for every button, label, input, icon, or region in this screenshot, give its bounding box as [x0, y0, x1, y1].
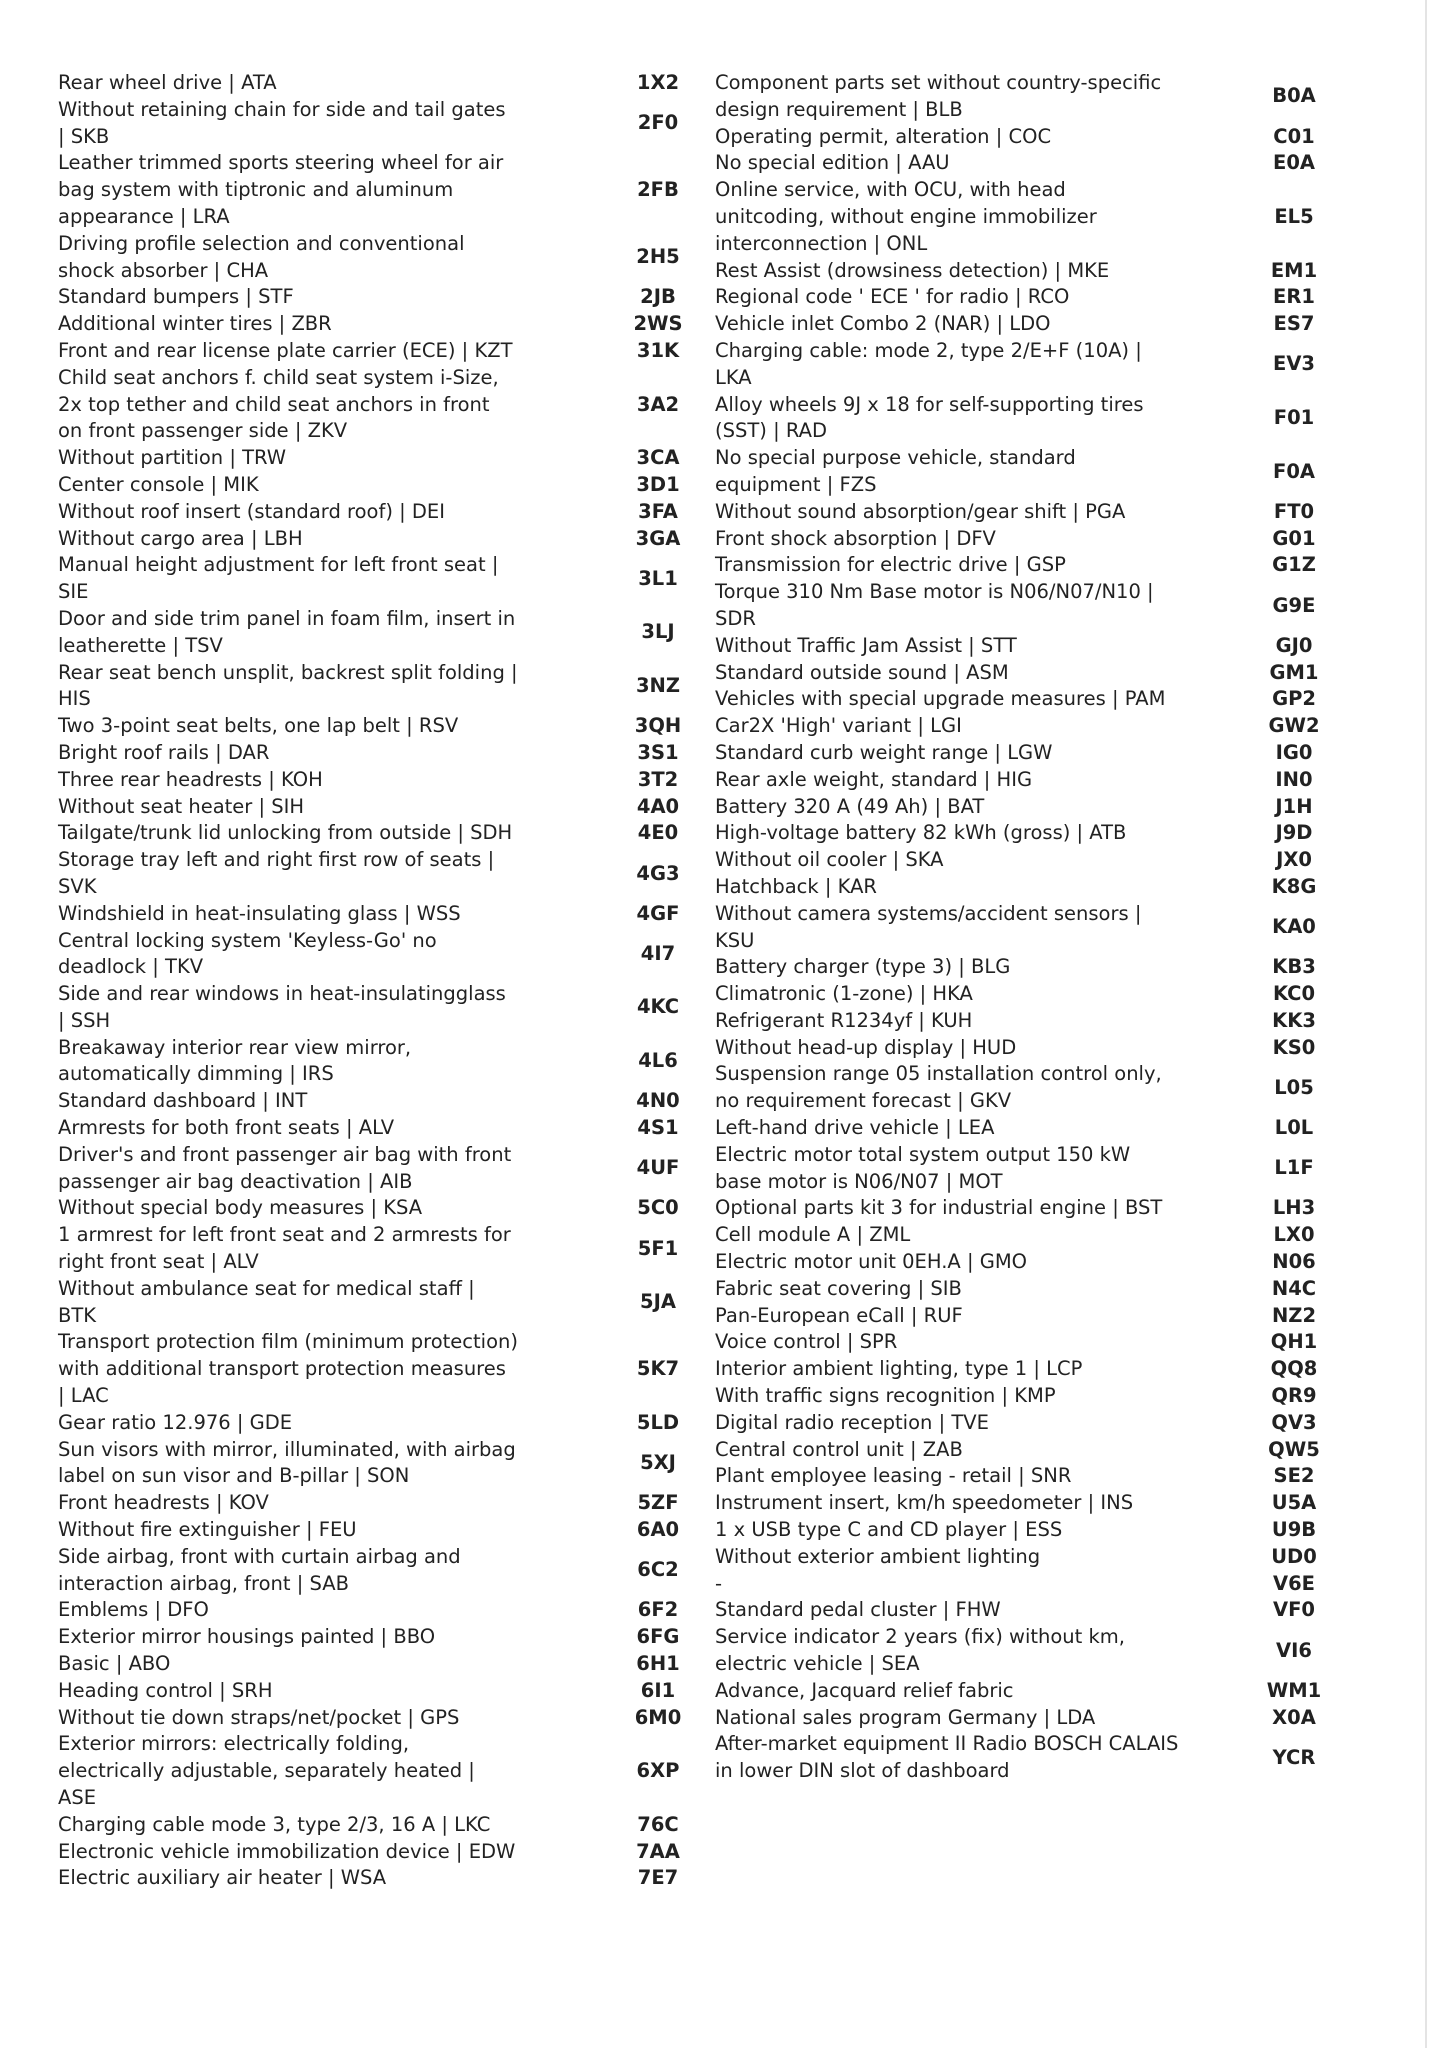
list-item [58, 1544, 718, 1598]
list-item [58, 1088, 718, 1115]
list-item [58, 660, 718, 714]
option-code: 5JA [640, 1290, 676, 1314]
page-edge [1425, 0, 1427, 2048]
option-code: GW2 [1268, 714, 1320, 738]
option-description: Rear axle weight, standard | HIG [715, 767, 1033, 791]
option-description: - [715, 1571, 723, 1595]
list-item [58, 1597, 718, 1624]
list-item [58, 311, 718, 338]
list-item [715, 552, 1355, 579]
option-description: Without sound absorption/gear shift | PGA [715, 499, 1126, 523]
option-code: 3FA [638, 499, 678, 523]
option-description: Component parts set without country-specific design requirement | BLB [715, 71, 1162, 121]
list-item [715, 1410, 1355, 1437]
option-code: ER1 [1273, 285, 1315, 309]
option-description: Electric motor total system output 150 kW base motor is N06/N07 | MOT [715, 1142, 1131, 1193]
option-code: 2F0 [637, 111, 679, 135]
option-description: Rear seat bench unsplit, backrest split folding | HIS [58, 660, 518, 711]
option-description: Gear ratio 12.976 | GDE [58, 1410, 293, 1434]
option-description: Fabric seat covering | SIB [715, 1276, 962, 1300]
option-code: VI6 [1276, 1638, 1312, 1662]
list-item [715, 1571, 1355, 1598]
option-code: 76C [637, 1812, 679, 1836]
option-description: Regional code ' ECE ' for radio | RCO [715, 285, 1070, 309]
option-description: Storage tray left and right first row of seats | SVK [58, 848, 495, 898]
option-code: 5ZF [637, 1491, 679, 1515]
option-description: High-voltage battery 82 kWh (gross) | ATB [715, 821, 1127, 845]
option-code: 6F2 [637, 1598, 679, 1622]
option-description: Manual height adjustment for left front seat | SIE [58, 553, 499, 604]
option-description: Without roof insert (standard roof) | DEI [58, 499, 445, 523]
option-code: QR9 [1271, 1384, 1317, 1408]
option-description: Door and side trim panel in foam film, insert in leatherette | TSV [58, 606, 516, 657]
option-description: Three rear headrests | KOH [58, 767, 323, 791]
list-item [715, 124, 1355, 151]
option-code: VF0 [1273, 1598, 1315, 1622]
option-description: Torque 310 Nm Base motor is N06/N07/N10 | SDR [715, 580, 1154, 630]
option-code: 4L6 [638, 1049, 678, 1073]
option-code: KB3 [1272, 955, 1316, 979]
list-item [715, 258, 1355, 285]
option-code: G9E [1272, 593, 1316, 617]
list-item [58, 928, 718, 982]
option-code: ES7 [1273, 312, 1315, 336]
option-code: J1H [1275, 794, 1313, 818]
option-code: G01 [1272, 526, 1316, 550]
option-code: V6E [1273, 1571, 1315, 1595]
list-item [715, 740, 1355, 767]
option-description: Central control unit | ZAB [715, 1437, 963, 1461]
list-item [58, 794, 718, 821]
list-item [715, 1678, 1355, 1705]
list-item [58, 1865, 718, 1892]
option-description: Battery charger (type 3) | BLG [715, 955, 1011, 979]
list-item [715, 1544, 1355, 1571]
list-item [715, 1356, 1355, 1383]
option-description: Operating permit, alteration | COC [715, 124, 1052, 148]
option-description: Breakaway interior rear view mirror, automatically dimming | IRS [58, 1035, 412, 1086]
option-description: No special edition | AAU [715, 151, 950, 175]
option-description: Instrument insert, km/h speedometer | INS [715, 1491, 1134, 1515]
option-description: After-market equipment II Radio BOSCH CALAIS in lower DIN slot of dashboard [715, 1732, 1179, 1783]
option-code: 1X2 [636, 71, 680, 94]
option-description: Driver's and front passenger air bag with front passenger air bag deactivation | AIB [58, 1142, 512, 1193]
option-code: NZ2 [1271, 1303, 1317, 1327]
list-item [715, 767, 1355, 794]
list-item [58, 1115, 718, 1142]
list-item [715, 1490, 1355, 1517]
option-code: 3D1 [636, 472, 680, 496]
option-code: 7E7 [637, 1866, 679, 1890]
option-code: L05 [1274, 1075, 1314, 1099]
list-item [58, 847, 718, 901]
option-code: E0A [1273, 151, 1315, 175]
list-item [58, 1195, 718, 1222]
option-code: 6A0 [636, 1518, 680, 1542]
option-description: Sun visors with mirror, illuminated, with airbag label on sun visor and B-pillar | SON [58, 1437, 516, 1488]
option-description: Digital radio reception | TVE [715, 1410, 989, 1434]
option-code: 3T2 [637, 767, 679, 791]
option-code: 3NZ [635, 673, 681, 697]
list-item [715, 847, 1355, 874]
option-code: 6FG [636, 1625, 680, 1649]
list-item [58, 231, 718, 285]
option-description: Rest Assist (drowsiness detection) | MKE [715, 258, 1110, 282]
option-code: FT0 [1273, 499, 1315, 523]
option-code: 4GF [636, 901, 680, 925]
option-description: Front and rear license plate carrier (ECE) | KZT [58, 338, 513, 362]
option-description: Hatchback | KAR [715, 874, 877, 898]
list-item [715, 1195, 1355, 1222]
list-item [58, 820, 718, 847]
list-item [715, 1115, 1355, 1142]
option-code: 6C2 [637, 1558, 679, 1582]
option-code: G1Z [1272, 553, 1316, 577]
option-description: Side and rear windows in heat-insulatingglass | SSH [58, 982, 506, 1032]
option-description: With traffic signs recognition | KMP [715, 1384, 1056, 1408]
list-item [715, 1222, 1355, 1249]
list-item [715, 1142, 1355, 1196]
option-code: U5A [1271, 1491, 1317, 1515]
option-description: Electric motor unit 0EH.A | GMO [715, 1250, 1027, 1274]
option-description: Driving profile selection and conventional shock absorber | CHA [58, 231, 465, 282]
list-item [58, 740, 718, 767]
option-code: 4A0 [636, 794, 680, 818]
left-column [58, 70, 718, 1892]
option-description: Without cargo area | LBH [58, 526, 303, 550]
list-item [58, 472, 718, 499]
option-code: 4N0 [636, 1089, 680, 1113]
option-code: 7AA [636, 1839, 680, 1863]
list-item [58, 70, 718, 97]
list-item [58, 1035, 718, 1089]
list-item [715, 1624, 1355, 1678]
option-description: Standard dashboard | INT [58, 1089, 308, 1113]
option-code: J9D [1275, 821, 1313, 845]
list-item [715, 311, 1355, 338]
list-item [715, 686, 1355, 713]
option-code: WM1 [1266, 1678, 1322, 1702]
option-description: Pan-European eCall | RUF [715, 1303, 963, 1327]
option-description: Windshield in heat-insulating glass | WSS [58, 901, 461, 925]
option-code: 4E0 [637, 821, 679, 845]
list-item [58, 1839, 718, 1866]
list-item [58, 499, 718, 526]
option-code: IG0 [1275, 740, 1313, 764]
option-description: Without head-up display | HUD [715, 1035, 1017, 1059]
list-item [58, 1222, 718, 1276]
option-code: YCR [1272, 1745, 1316, 1769]
list-item [715, 284, 1355, 311]
option-code: 5LD [636, 1410, 680, 1434]
option-code: 2WS [633, 312, 683, 336]
option-code: U9B [1271, 1518, 1317, 1542]
list-item [715, 901, 1355, 955]
option-description: Rear wheel drive | ATA [58, 71, 277, 94]
option-description: Alloy wheels 9J x 18 for self-supporting tires (SST) | RAD [715, 392, 1144, 443]
list-item [715, 1705, 1355, 1732]
option-code: X0A [1272, 1705, 1316, 1729]
option-description: Vehicles with special upgrade measures | PAM [715, 687, 1166, 711]
list-item [715, 1329, 1355, 1356]
option-code: F0A [1273, 459, 1315, 483]
option-description: Standard pedal cluster | FHW [715, 1598, 1001, 1622]
list-item [58, 1705, 718, 1732]
list-item [58, 767, 718, 794]
option-code: JX0 [1276, 848, 1312, 872]
list-item [715, 177, 1355, 257]
option-code: 3A2 [636, 392, 680, 416]
option-code: F01 [1273, 405, 1315, 429]
option-description: Without special body measures | KSA [58, 1196, 423, 1220]
list-item [58, 1678, 718, 1705]
option-code: 4I7 [640, 941, 676, 965]
option-code: KC0 [1272, 982, 1316, 1006]
option-description: Additional winter tires | ZBR [58, 312, 332, 336]
option-description: 1 armrest for left front seat and 2 armrests for right front seat | ALV [58, 1223, 511, 1274]
option-description: Advance, Jacquard relief fabric [715, 1678, 1014, 1702]
list-item [715, 954, 1355, 981]
option-code: 6H1 [636, 1652, 680, 1676]
option-code: 5C0 [637, 1196, 679, 1220]
option-description: No special purpose vehicle, standard equipment | FZS [715, 446, 1076, 496]
option-code: 4G3 [636, 861, 680, 885]
option-code: L1F [1274, 1156, 1314, 1180]
option-description: Service indicator 2 years (fix) without km, electric vehicle | SEA [715, 1625, 1125, 1676]
option-description: Transmission for electric drive | GSP [715, 553, 1066, 577]
list-item [715, 981, 1355, 1008]
list-item [58, 1276, 718, 1330]
option-description: Optional parts kit 3 for industrial engine | BST [715, 1196, 1163, 1220]
option-description: Bright roof rails | DAR [58, 740, 270, 764]
option-description: Charging cable mode 3, type 2/3, 16 A | LKC [58, 1812, 491, 1836]
list-item [715, 579, 1355, 633]
list-item [58, 552, 718, 606]
option-code: 6M0 [634, 1705, 682, 1729]
option-description: Cell module A | ZML [715, 1223, 911, 1247]
option-code: 3CA [636, 446, 680, 470]
option-code: EM1 [1270, 258, 1318, 282]
option-description: Without partition | TRW [58, 446, 287, 470]
option-description: Armrests for both front seats | ALV [58, 1116, 395, 1140]
option-code: QW5 [1268, 1437, 1320, 1461]
option-description: Exterior mirrors: electrically folding, electrically adjustable, separately heated | ASE [58, 1732, 475, 1809]
option-description: Emblems | DFO [58, 1598, 209, 1622]
list-item [715, 1303, 1355, 1330]
option-description: Without retaining chain for side and tail gates | SKB [58, 97, 506, 148]
option-description: Without Traffic Jam Assist | STT [715, 633, 1017, 657]
option-description: Online service, with OCU, with head unitcoding, without engine immobilizer interconnection | ONL [715, 178, 1097, 255]
list-item [715, 820, 1355, 847]
list-item [58, 1517, 718, 1544]
list-item [715, 1249, 1355, 1276]
list-item [58, 1410, 718, 1437]
option-code: 2JB [640, 285, 676, 309]
list-item [715, 338, 1355, 392]
list-item [715, 1008, 1355, 1035]
option-code: 6XP [636, 1759, 680, 1783]
list-item [715, 1035, 1355, 1062]
list-item [58, 1624, 718, 1651]
list-item [715, 150, 1355, 177]
list-item [58, 981, 718, 1035]
option-description: Exterior mirror housings painted | BBO [58, 1625, 436, 1649]
option-description: Leather trimmed sports steering wheel for air bag system with tiptronic and aluminum appearance | LRA [58, 151, 504, 228]
option-code: K8G [1271, 874, 1317, 898]
option-code: 3QH [634, 714, 682, 738]
option-code: L0L [1274, 1116, 1314, 1140]
list-item [715, 526, 1355, 553]
list-item [58, 445, 718, 472]
list-item [715, 1463, 1355, 1490]
option-description: Electronic vehicle immobilization device | EDW [58, 1839, 516, 1863]
list-item [715, 1517, 1355, 1544]
option-code: 2H5 [636, 245, 680, 269]
option-description: Climatronic (1-zone) | HKA [715, 982, 973, 1006]
list-item [715, 794, 1355, 821]
list-item [715, 70, 1355, 124]
option-code: QH1 [1270, 1330, 1318, 1354]
option-code: QQ8 [1270, 1357, 1318, 1381]
option-description: Standard outside sound | ASM [715, 660, 1009, 684]
right-column [715, 70, 1355, 1785]
option-code: 4S1 [637, 1116, 679, 1140]
option-description: 1 x USB type C and CD player | ESS [715, 1518, 1063, 1542]
list-item [58, 1437, 718, 1491]
option-code: KS0 [1272, 1035, 1316, 1059]
option-description: Tailgate/trunk lid unlocking from outside | SDH [58, 821, 513, 845]
option-description: Without fire extinguisher | FEU [58, 1518, 357, 1542]
list-item [58, 1329, 718, 1409]
option-code: EV3 [1273, 352, 1315, 376]
list-item [715, 392, 1355, 446]
list-item [58, 365, 718, 445]
option-code: GJ0 [1275, 633, 1313, 657]
list-item [715, 1731, 1355, 1785]
list-item [715, 660, 1355, 687]
option-code: B0A [1272, 84, 1316, 108]
option-code: SE2 [1273, 1464, 1315, 1488]
list-item [58, 150, 718, 230]
option-description: Central locking system 'Keyless-Go' no deadlock | TKV [58, 928, 437, 979]
option-code: 31K [636, 338, 680, 362]
list-item [58, 606, 718, 660]
option-code: KK3 [1272, 1008, 1316, 1032]
option-description: Standard bumpers | STF [58, 285, 294, 309]
option-description: Car2X 'High' variant | LGI [715, 714, 962, 738]
option-description: Without ambulance seat for medical staff | BTK [58, 1276, 475, 1327]
option-description: Without tie down straps/net/pocket | GPS [58, 1705, 460, 1729]
option-description: Interior ambient lighting, type 1 | LCP [715, 1357, 1083, 1381]
option-description: Plant employee leasing - retail | SNR [715, 1464, 1072, 1488]
list-item [58, 526, 718, 553]
option-code: 4KC [636, 995, 680, 1019]
list-item [58, 97, 718, 151]
option-description: Without seat heater | SIH [58, 794, 305, 818]
option-code: 5K7 [636, 1357, 680, 1381]
list-item [715, 874, 1355, 901]
option-description: Without exterior ambient lighting [715, 1544, 1041, 1568]
option-code: 6I1 [640, 1678, 676, 1702]
option-code: N06 [1272, 1250, 1316, 1274]
option-description: Child seat anchors f. child seat system i-Size, 2x top tether and child seat anchors in front on front passenger side | ZKV [58, 365, 499, 443]
option-code: 4UF [636, 1156, 680, 1180]
option-code: LH3 [1272, 1196, 1316, 1220]
option-description: Two 3-point seat belts, one lap belt | RSV [58, 714, 459, 738]
list-item [58, 1651, 718, 1678]
list-item [58, 713, 718, 740]
option-code: 5F1 [637, 1236, 679, 1260]
option-description: Heading control | SRH [58, 1678, 273, 1702]
list-item [58, 901, 718, 928]
list-item [715, 1383, 1355, 1410]
option-description: Charging cable: mode 2, type 2/E+F (10A) | LKA [715, 338, 1142, 389]
option-code: C01 [1273, 124, 1315, 148]
list-item [715, 499, 1355, 526]
list-item [715, 713, 1355, 740]
option-description: Without oil cooler | SKA [715, 848, 944, 872]
list-item [58, 1142, 718, 1196]
option-description: Transport protection film (minimum protection) with additional transport protection measures | LAC [58, 1330, 518, 1408]
option-code: N4C [1271, 1276, 1317, 1300]
option-description: Center console | MIK [58, 472, 259, 496]
option-description: Front headrests | KOV [58, 1491, 269, 1515]
option-code: 2FB [637, 178, 679, 202]
option-description: Battery 320 A (49 Ah) | BAT [715, 794, 985, 818]
list-item [58, 338, 718, 365]
option-description: Standard curb weight range | LGW [715, 740, 1053, 764]
option-code: 3L1 [638, 566, 678, 590]
list-item [58, 1812, 718, 1839]
list-item [58, 1490, 718, 1517]
option-description: National sales program Germany | LDA [715, 1705, 1096, 1729]
option-description: Suspension range 05 installation control only, no requirement forecast | GKV [715, 1062, 1162, 1113]
option-description: Without camera systems/accident sensors | KSU [715, 901, 1142, 952]
list-item [58, 284, 718, 311]
list-item [715, 1061, 1355, 1115]
option-code: 3GA [635, 526, 681, 550]
list-item [715, 1437, 1355, 1464]
option-description: Electric auxiliary air heater | WSA [58, 1866, 387, 1890]
option-code: LX0 [1273, 1223, 1315, 1247]
option-code: GM1 [1269, 660, 1319, 684]
list-item [58, 1731, 718, 1811]
option-code: GP2 [1272, 687, 1316, 711]
option-code: UD0 [1271, 1544, 1317, 1568]
option-description: Refrigerant R1234yf | KUH [715, 1008, 973, 1032]
option-code: 3S1 [637, 740, 679, 764]
option-description: Basic | ABO [58, 1652, 171, 1676]
option-description: Front shock absorption | DFV [715, 526, 996, 550]
option-description: Side airbag, front with curtain airbag and interaction airbag, front | SAB [58, 1544, 461, 1595]
option-code: 5XJ [640, 1451, 676, 1475]
list-item [715, 1276, 1355, 1303]
option-code: 3LJ [641, 620, 675, 644]
option-code: IN0 [1275, 767, 1313, 791]
list-item [715, 633, 1355, 660]
list-item [715, 1597, 1355, 1624]
list-item [715, 445, 1355, 499]
option-code: QV3 [1271, 1410, 1317, 1434]
option-code: KA0 [1272, 915, 1316, 939]
option-code: EL5 [1274, 204, 1314, 228]
option-description: Vehicle inlet Combo 2 (NAR) | LDO [715, 312, 1051, 336]
option-description: Left-hand drive vehicle | LEA [715, 1116, 995, 1140]
option-description: Voice control | SPR [715, 1330, 898, 1354]
